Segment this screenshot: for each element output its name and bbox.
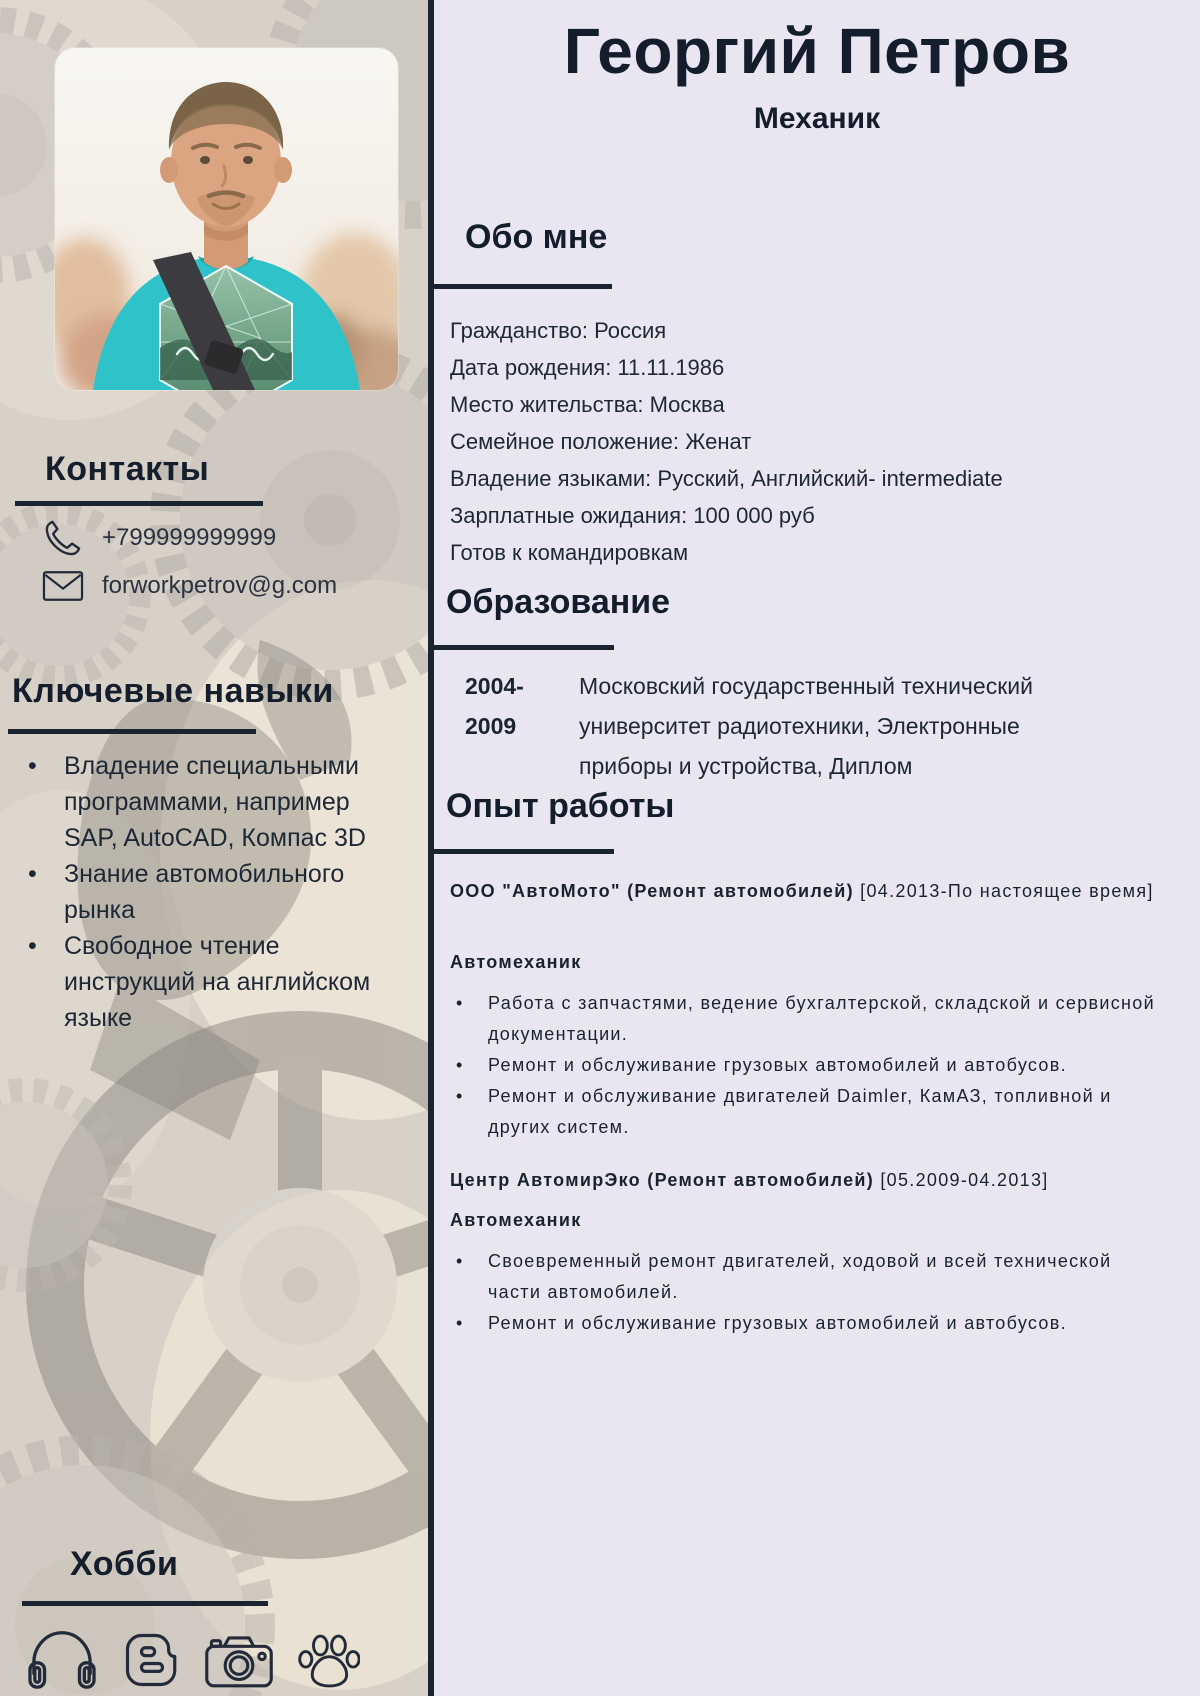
contacts-underline bbox=[15, 501, 263, 506]
job-company: ООО "АвтоМото" (Ремонт автомобилей) bbox=[450, 881, 854, 901]
about-line: Готов к командировкам bbox=[450, 540, 689, 565]
about-heading: Обо мне bbox=[465, 218, 608, 256]
experience-heading: Опыт работы bbox=[446, 787, 675, 825]
person-name: Георгий Петров bbox=[563, 15, 1071, 87]
education-period: 2004-2009 bbox=[465, 673, 524, 739]
skills-underline bbox=[8, 729, 256, 734]
phone-icon bbox=[42, 517, 84, 559]
main-column bbox=[434, 0, 1200, 1696]
job-position: Автомеханик bbox=[450, 952, 582, 972]
job-period: [04.2013-По настоящее время] bbox=[853, 881, 1154, 901]
job-header bbox=[450, 1165, 1166, 1196]
email-row[interactable] bbox=[42, 565, 337, 607]
envelope-icon bbox=[42, 565, 84, 607]
job-period: [05.2009-04.2013] bbox=[874, 1170, 1049, 1190]
headphones-icon bbox=[24, 1624, 100, 1690]
education-description: Московский государственный технический университет радиотехники, Электронные приборы и устройства, Диплом bbox=[579, 673, 1033, 779]
paw-icon bbox=[298, 1632, 360, 1690]
job-duty: • Своевременный ремонт двигателей, ходовой и всей технической части автомобилей. bbox=[450, 1246, 1166, 1308]
camera-icon bbox=[204, 1632, 274, 1690]
contacts-heading: Контакты bbox=[45, 450, 210, 488]
phone-number: +799999999999 bbox=[102, 524, 277, 551]
hobbies-icons bbox=[24, 1622, 360, 1690]
job-duties-list bbox=[450, 988, 1166, 1143]
sidebar bbox=[0, 0, 428, 1696]
job-duty: • Работа с запчастями, ведение бухгалтерской, складской и сервисной документации. bbox=[450, 988, 1166, 1050]
skills-heading: Ключевые навыки bbox=[12, 672, 334, 710]
about-line: Дата рождения: 11.11.1986 bbox=[450, 355, 725, 380]
job-company: Центр АвтомирЭко (Ремонт автомобилей) bbox=[450, 1170, 875, 1190]
experience-underline bbox=[434, 849, 614, 854]
about-line: Зарплатные ожидания: 100 000 руб bbox=[450, 503, 815, 528]
about-line: Семейное положение: Женат bbox=[450, 429, 752, 454]
job-duties-list bbox=[450, 1246, 1166, 1339]
job-duty: • Ремонт и обслуживание двигателей Daimler, КамАЗ, топливной и других систем. bbox=[450, 1081, 1166, 1143]
profile-photo-illustration bbox=[55, 48, 398, 390]
about-line: Владение языками: Русский, Английский- intermediate bbox=[450, 466, 1003, 491]
skill-item: • Знание автомобильного рынка bbox=[26, 856, 386, 928]
skill-item: • Свободное чтение инструкций на английском языке bbox=[26, 928, 386, 1036]
job-duty: • Ремонт и обслуживание грузовых автомобилей и автобусов. bbox=[450, 1050, 1166, 1081]
education-heading: Образование bbox=[446, 583, 671, 621]
education-underline bbox=[434, 645, 614, 650]
skills-list bbox=[26, 748, 386, 1036]
phone-row[interactable] bbox=[42, 517, 276, 559]
hobbies-heading: Хобби bbox=[70, 1545, 179, 1583]
person-role: Механик bbox=[753, 102, 881, 135]
job-duty: • Ремонт и обслуживание грузовых автомобилей и автобусов. bbox=[450, 1308, 1166, 1339]
blogger-icon bbox=[124, 1630, 180, 1690]
hobbies-underline bbox=[22, 1601, 268, 1606]
job-header bbox=[450, 876, 1166, 907]
about-line: Гражданство: Россия bbox=[450, 318, 667, 343]
education-entry bbox=[465, 666, 1061, 786]
skill-item: • Владение специальными программами, например SAP, AutoCAD, Компас 3D bbox=[26, 748, 386, 856]
about-line: Место жительства: Москва bbox=[450, 392, 725, 417]
profile-photo bbox=[55, 48, 398, 390]
about-section bbox=[450, 312, 1190, 571]
email-address: forworkpetrov@g.com bbox=[102, 572, 338, 599]
job-position: Автомеханик bbox=[450, 1210, 582, 1230]
about-underline bbox=[434, 284, 612, 289]
